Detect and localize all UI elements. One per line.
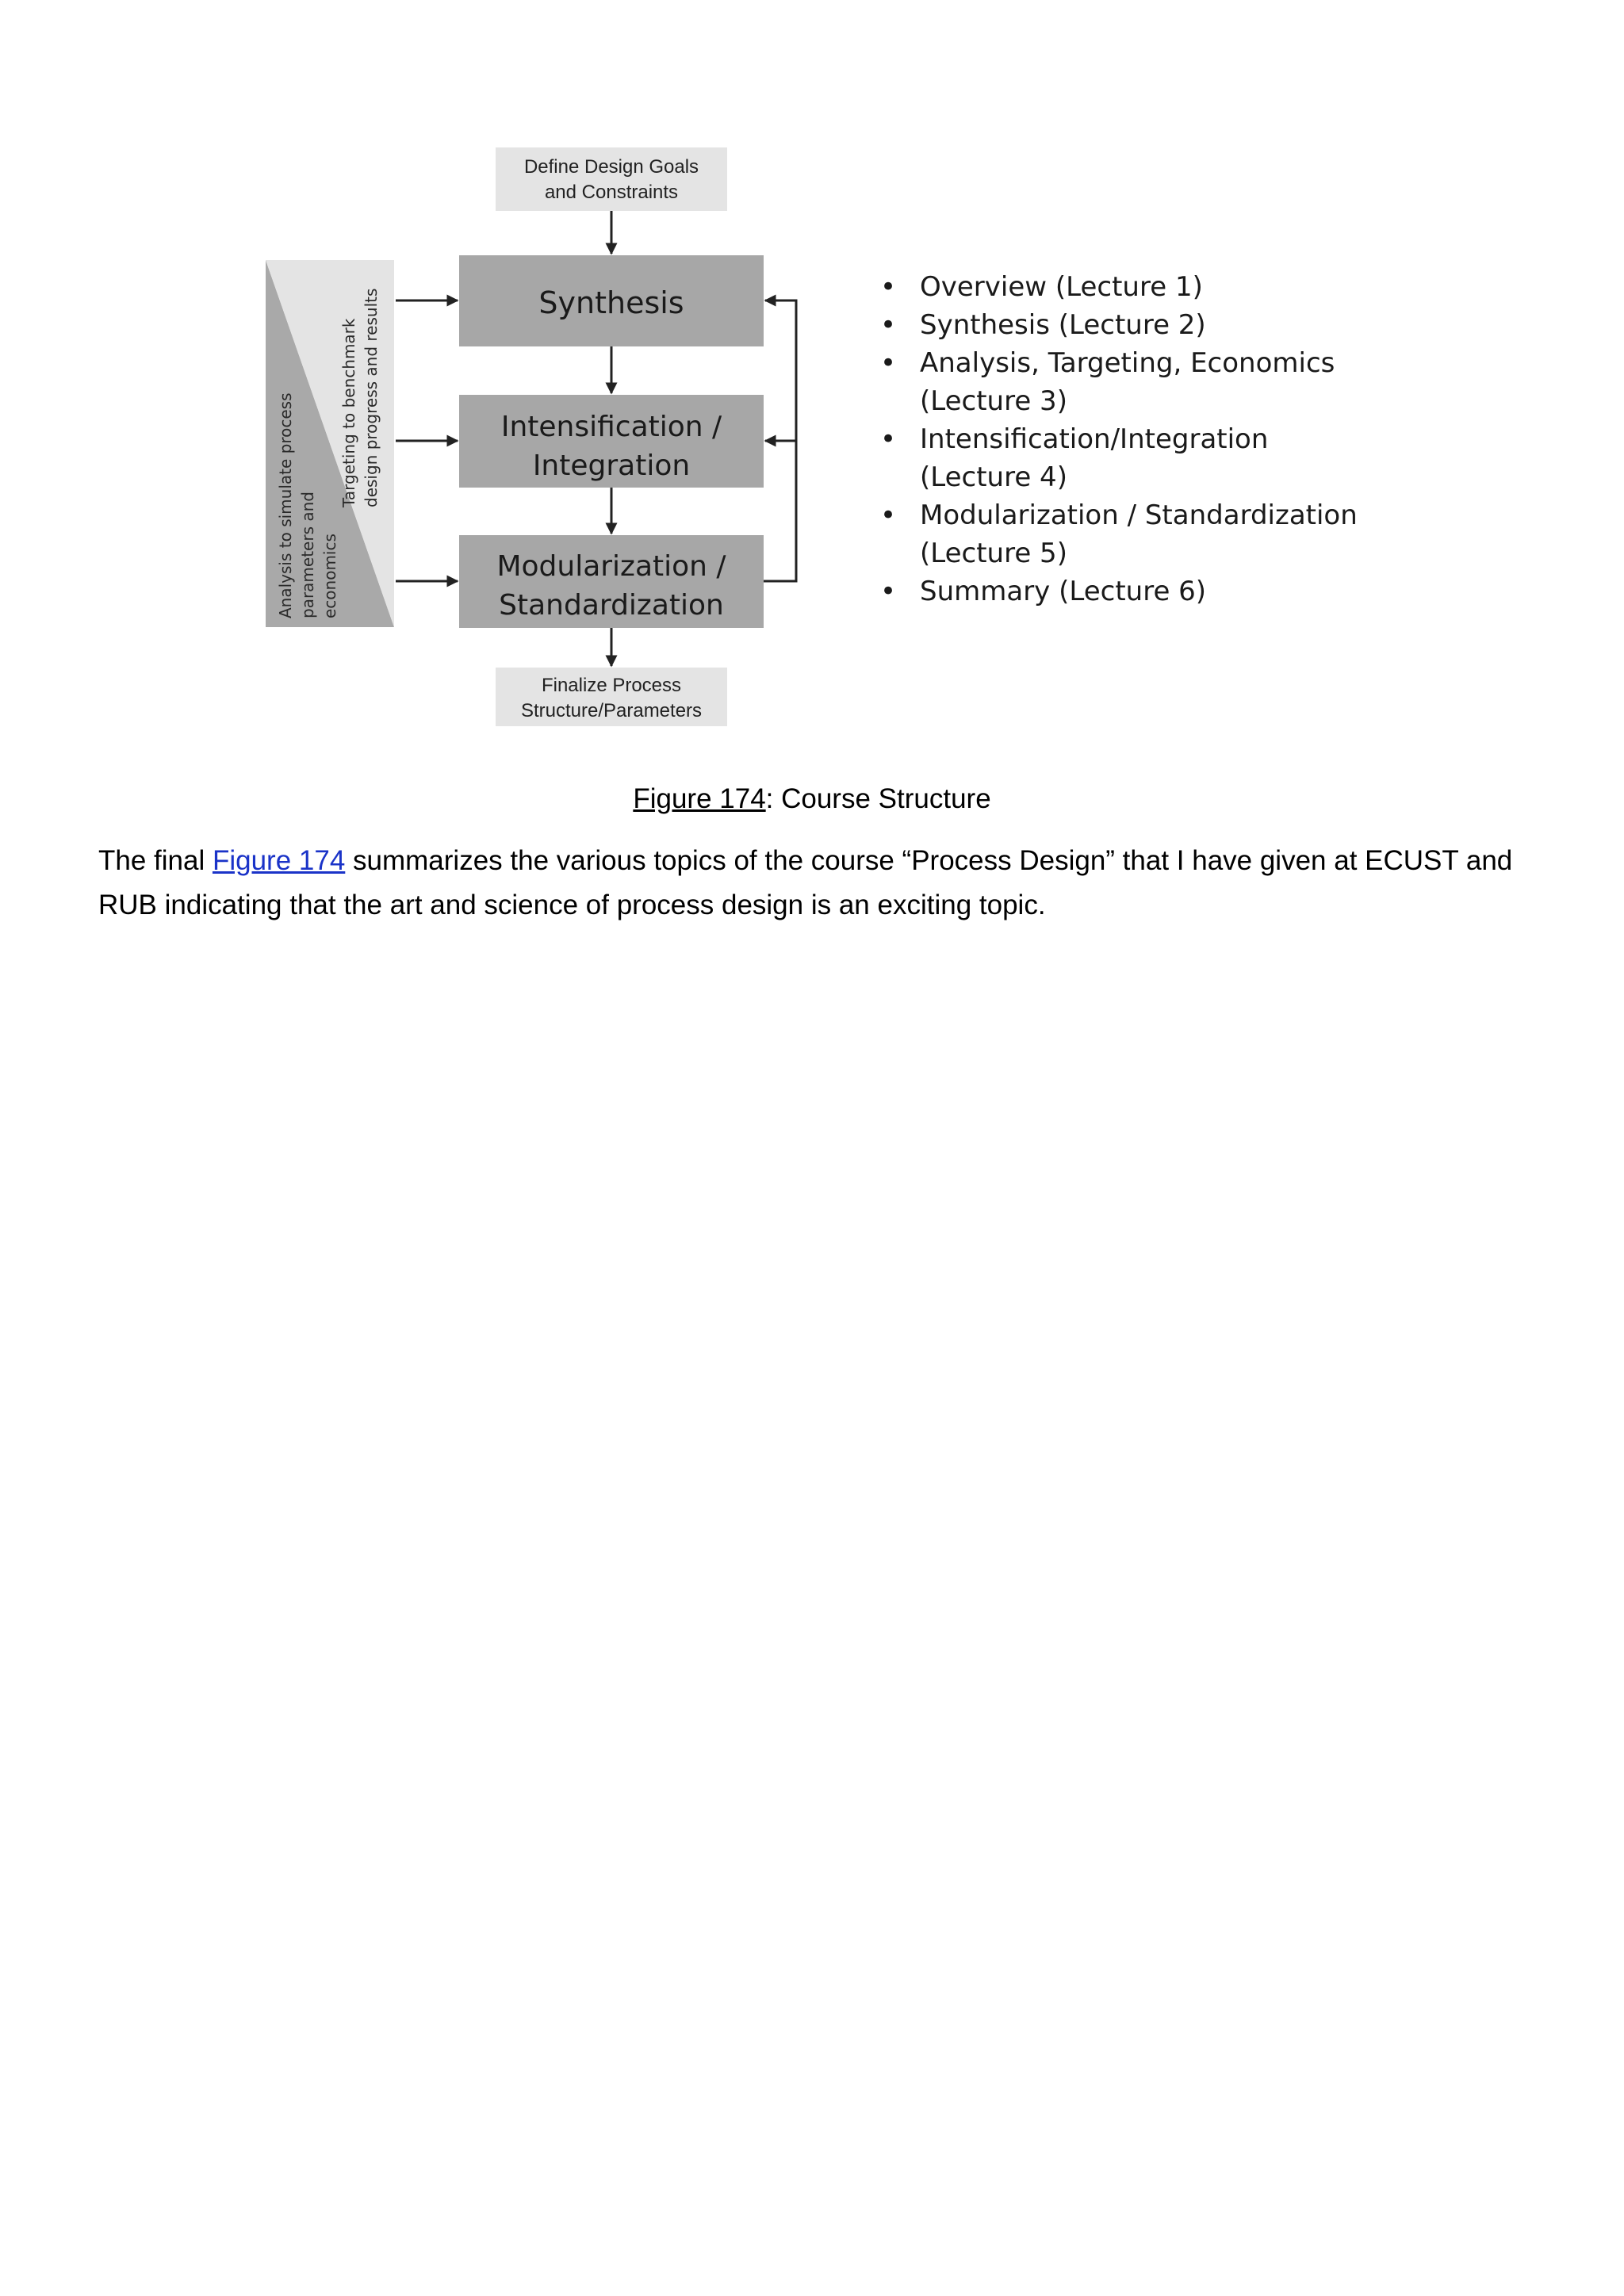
targeting-label-line-1: Targeting to benchmark: [339, 318, 358, 507]
bullet-summary: Summary (Lecture 6): [920, 576, 1207, 607]
paragraph-before-link: The final: [98, 845, 213, 876]
bullet-analysis-line-2: (Lecture 3): [920, 385, 1067, 417]
bullet-synthesis: Synthesis (Lecture 2): [920, 309, 1206, 341]
analysis-label-line-3: economics: [320, 534, 339, 618]
define-goals-line-2: and Constraints: [544, 182, 679, 203]
bullet-marker: •: [880, 499, 897, 531]
bullet-modularization-line-1: Modularization / Standardization: [920, 499, 1358, 531]
figure-caption: [0, 781, 1624, 817]
finalize-line-2: Structure/Parameters: [520, 700, 703, 721]
bullet-marker: •: [880, 576, 897, 607]
bullet-intensification-line-2: (Lecture 4): [920, 461, 1067, 493]
bullet-marker: •: [880, 309, 897, 341]
figure-caption-text: : Course Structure: [765, 783, 991, 814]
lecture-bullet-list: [880, 271, 1358, 607]
synthesis-label: Synthesis: [538, 285, 684, 320]
targeting-label-line-2: design progress and results: [362, 288, 381, 507]
analysis-label-line-2: parameters and: [298, 492, 317, 618]
paragraph-after-link: summarizes the various topics of the course “Process Design” that I have given at ECUST and RUB indicating that the art and science of process design is an exciting topic.: [98, 845, 1513, 920]
finalize-line-1: Finalize Process: [541, 675, 682, 696]
modularization-label-line-1: Modularization /: [496, 550, 726, 583]
analysis-label-line-1: Analysis to simulate process: [276, 392, 295, 618]
intensification-label-line-2: Integration: [532, 450, 691, 482]
bullet-intensification-line-1: Intensification/Integration: [920, 423, 1269, 455]
bullet-modularization-line-2: (Lecture 5): [920, 538, 1067, 569]
bullet-marker: •: [880, 423, 897, 455]
bullet-analysis-line-1: Analysis, Targeting, Economics: [920, 347, 1335, 379]
intensification-label-line-1: Intensification /: [500, 411, 722, 443]
course-structure-diagram: [254, 143, 1380, 729]
figure-link[interactable]: Figure 174: [212, 845, 346, 876]
define-goals-line-1: Define Design Goals: [523, 156, 699, 178]
bullet-overview: Overview (Lecture 1): [920, 271, 1203, 303]
figure-caption-ref[interactable]: Figure 174: [633, 783, 766, 814]
body-paragraph: [98, 839, 1549, 928]
bullet-marker: •: [880, 347, 897, 379]
modularization-label-line-2: Standardization: [499, 589, 724, 622]
bullet-marker: •: [880, 271, 897, 303]
